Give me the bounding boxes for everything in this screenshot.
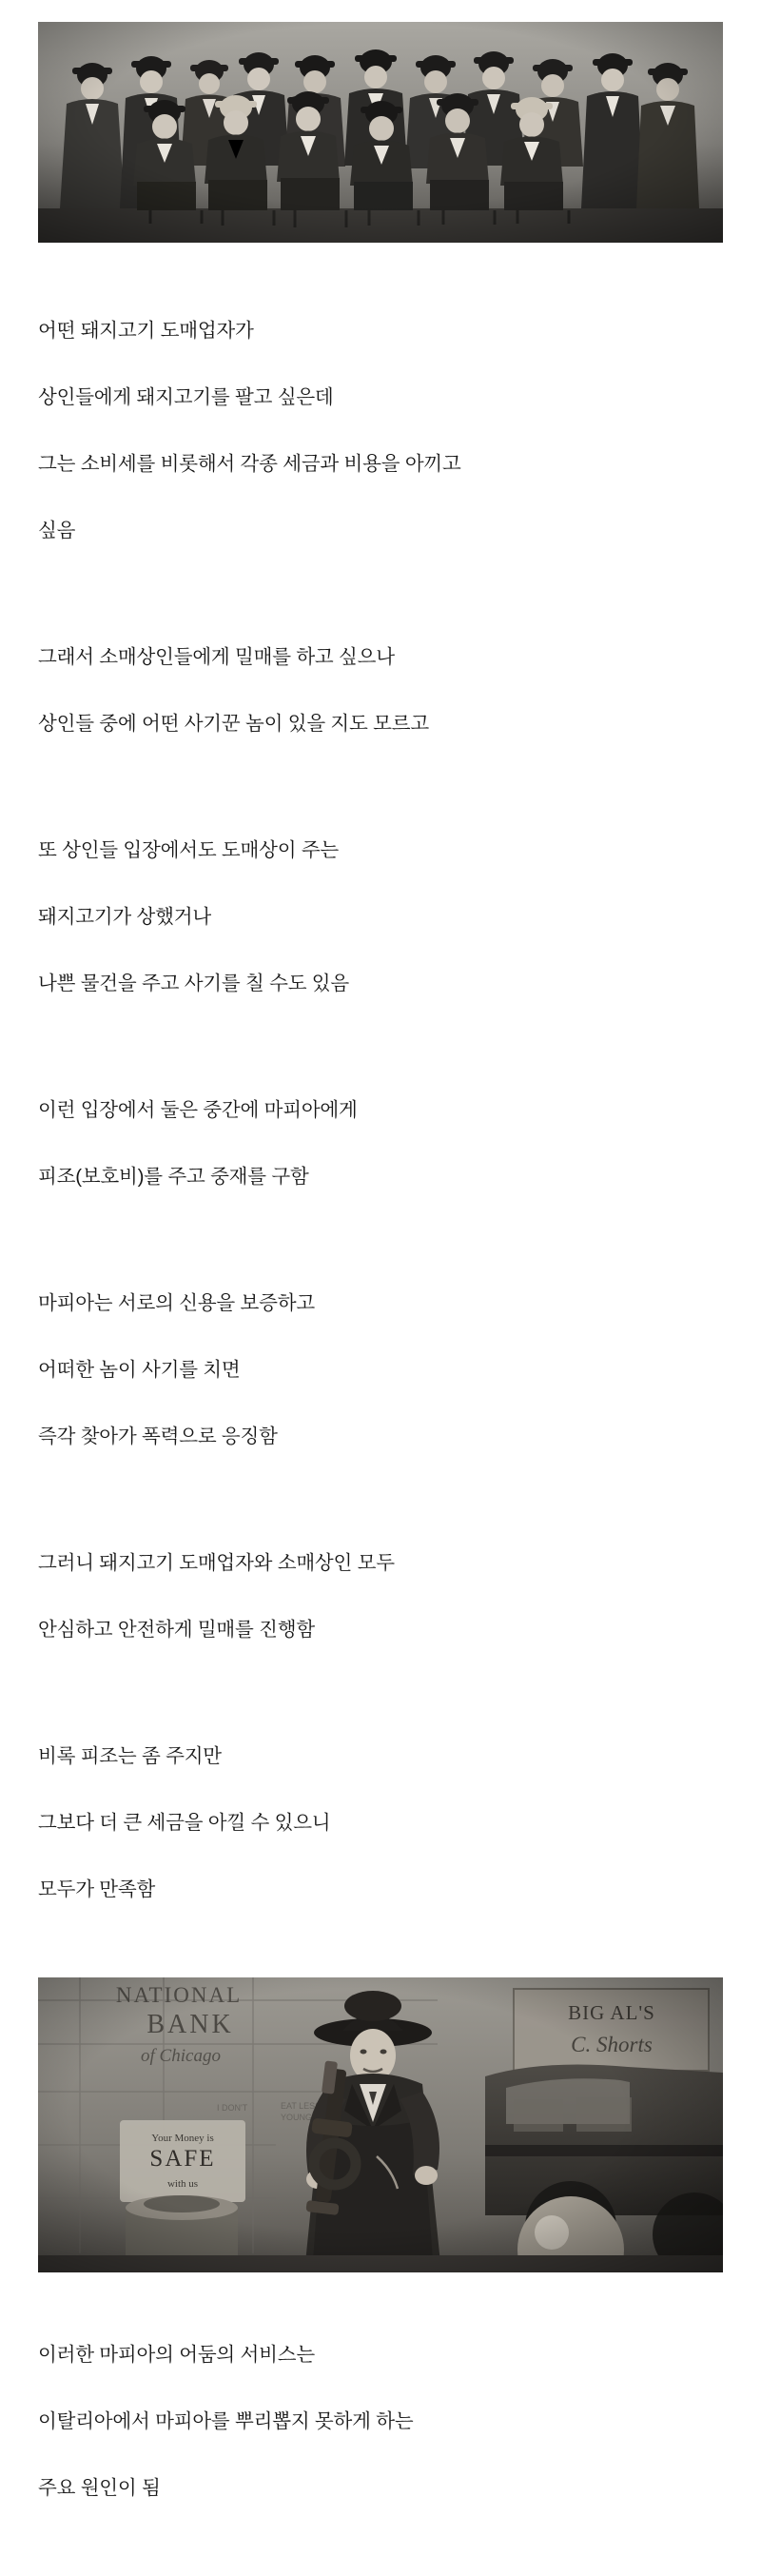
text-line: 이런 입장에서 둘은 중간에 마피아에게 xyxy=(38,1099,358,1121)
text-line: 상인들 중에 어떤 사기꾼 놈이 있을 지도 모르고 xyxy=(38,713,429,735)
text-line: 피조(보호비)를 주고 중재를 구함 xyxy=(38,1166,309,1188)
mafia-group-photo xyxy=(38,22,723,243)
bottom-photo-container xyxy=(38,1977,723,2272)
text-line: 나쁜 물건을 주고 사기를 칠 수도 있음 xyxy=(38,973,350,994)
paragraph-1 xyxy=(38,281,723,580)
text-line: 마피아는 서로의 신용을 보증하고 xyxy=(38,1292,315,1314)
text-line: 안심하고 안전하게 밀매를 진행함 xyxy=(38,1619,315,1641)
text-line: 싶음 xyxy=(38,520,76,541)
text-line: 어떤 돼지고기 도매업자가 xyxy=(38,320,254,342)
paragraph-2 xyxy=(38,607,723,774)
paragraph-5 xyxy=(38,1253,723,1486)
text-line: 그래서 소매상인들에게 밀매를 하고 싶으나 xyxy=(38,646,395,668)
text-line: 모두가 만족함 xyxy=(38,1878,156,1900)
text-line: 이탈리아에서 마피아를 뿌리뽑지 못하게 하는 xyxy=(38,2410,414,2432)
paragraph-4 xyxy=(38,1060,723,1227)
text-line: 그보다 더 큰 세금을 아낄 수 있으니 xyxy=(38,1812,331,1834)
text-line: 돼지고기가 상했거나 xyxy=(38,906,211,928)
text-line: 이러한 마피아의 어둠의 서비스는 xyxy=(38,2344,315,2366)
text-line: 주요 원인이 됨 xyxy=(38,2477,161,2499)
story-text-bottom xyxy=(38,2305,723,2538)
top-photo-container xyxy=(38,22,723,243)
paragraph-3 xyxy=(38,800,723,1033)
mafia-gangster-photo xyxy=(38,1977,723,2272)
text-line: 또 상인들 입장에서도 도매상이 주는 xyxy=(38,839,340,861)
text-line: 비록 피조는 좀 주지만 xyxy=(38,1745,222,1767)
text-line: 그는 소비세를 비롯해서 각종 세금과 비용을 아끼고 xyxy=(38,453,461,475)
story-text-top xyxy=(38,281,723,1939)
text-line: 즉각 찾아가 폭력으로 응징함 xyxy=(38,1426,278,1447)
closing-paragraph-1 xyxy=(38,2305,723,2538)
text-line: 상인들에게 돼지고기를 팔고 싶은데 xyxy=(38,386,334,408)
paragraph-7 xyxy=(38,1706,723,1939)
text-line: 어떠한 놈이 사기를 치면 xyxy=(38,1359,241,1381)
paragraph-6 xyxy=(38,1513,723,1680)
text-line: 그러니 돼지고기 도매업자와 소매상인 모두 xyxy=(38,1552,395,1574)
